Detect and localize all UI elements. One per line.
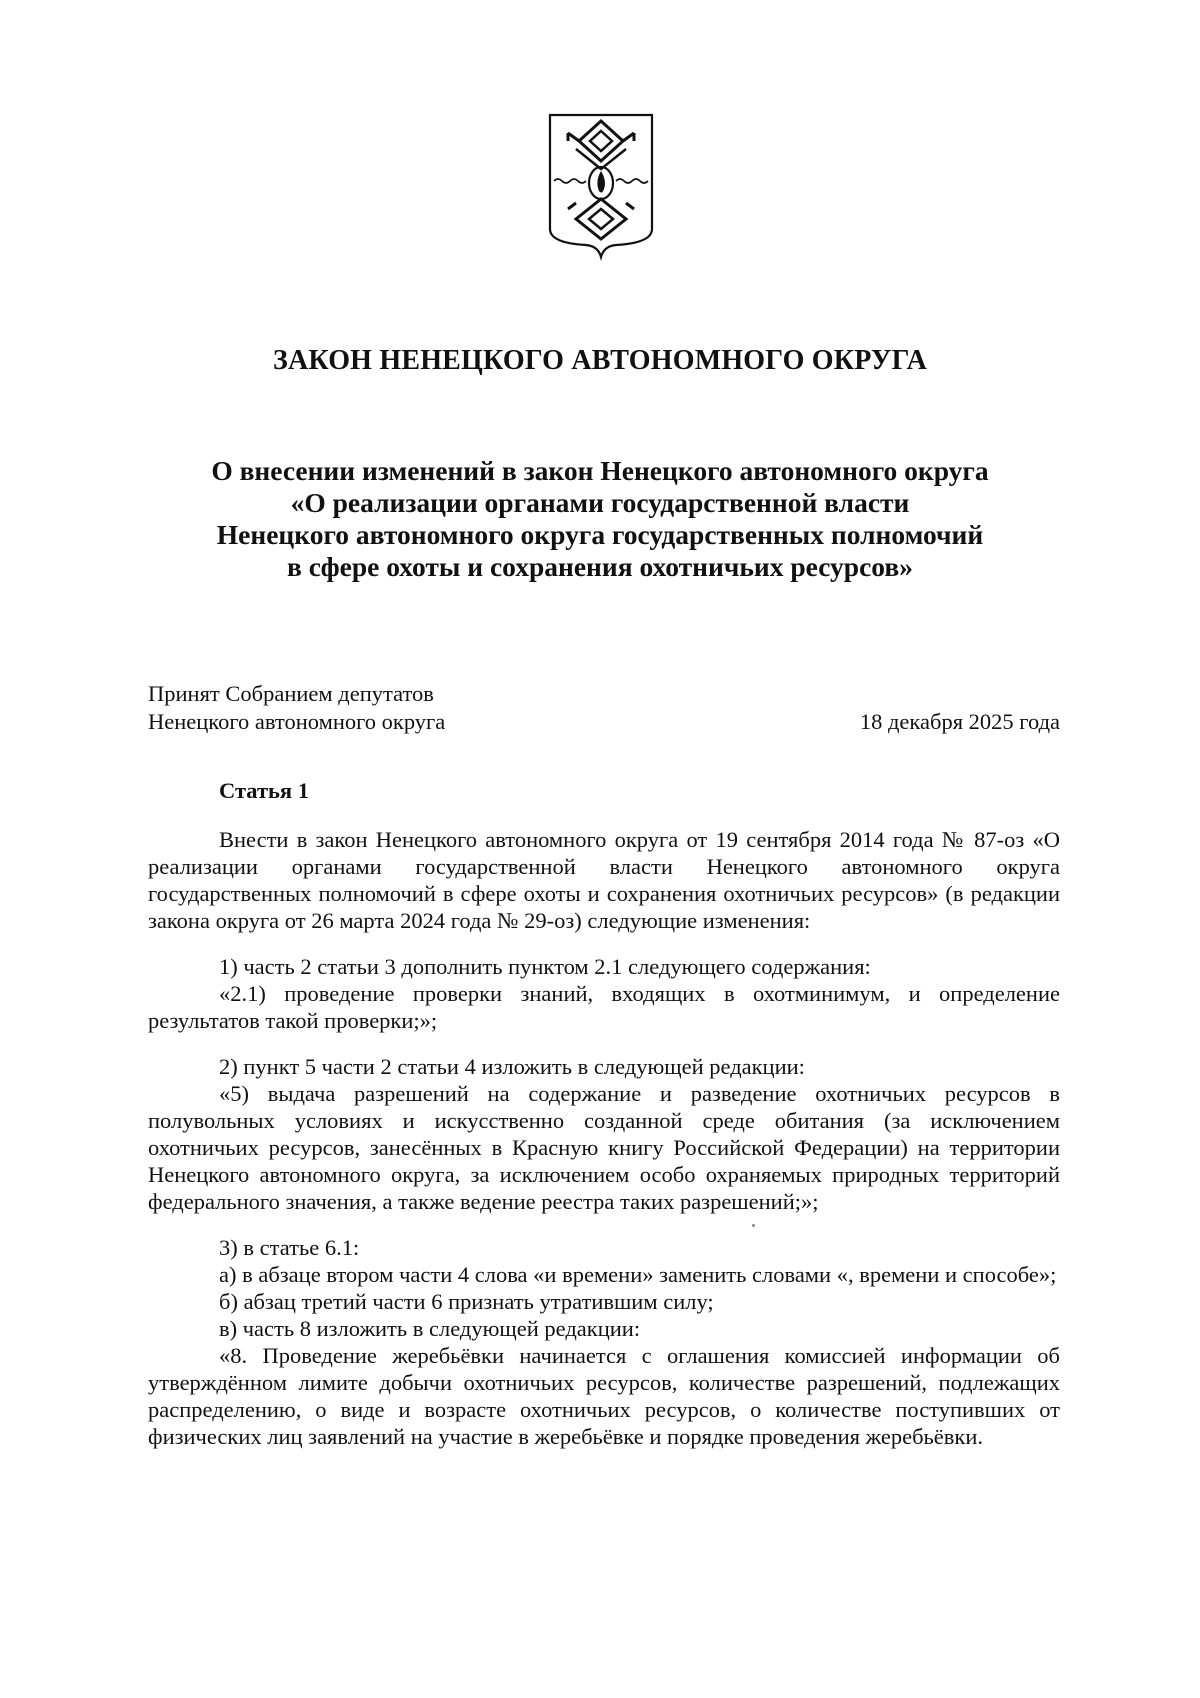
adoption-date: 18 декабря 2025 года — [859, 709, 1060, 734]
amendment-item-3b: б) абзац третий части 6 признать утратившим силу; — [219, 1289, 714, 1314]
adoption-line: Принят Собранием депутатов — [148, 681, 434, 706]
article-intro: Внести в закон Ненецкого автономного округа от 19 сентября 2014 года № 87-оз «О реализации органами государственной власти Ненецкого автономного округа государственных полномочий в сфере охоты и сохранения охотничьих ресурсов» (в редакции закона округа от 26 марта 2024 года № 29-оз) следующие изменения: — [148, 827, 1060, 933]
law-title: ЗАКОН НЕНЕЦКОГО АВТОНОМНОГО ОКРУГА — [272, 345, 927, 376]
amendment-item-3: 3) в статье 6.1: — [219, 1235, 360, 1260]
article-body — [148, 826, 1060, 1450]
subject-line: Ненецкого автономного округа государственных полномочий — [216, 519, 984, 550]
scan-speck — [752, 1224, 755, 1227]
adoption-block — [148, 680, 445, 736]
amendment-item-1-text: «2.1) проведение проверки знаний, входящих в охотминимум, и определение результатов такой проверки;»; — [148, 981, 1060, 1033]
amendment-item-3a: а) в абзаце втором части 4 слова «и времени» заменить словами «, времени и способе»; — [219, 1262, 1057, 1287]
amendment-item-3c-text: «8. Проведение жеребьёвки начинается с оглашения комиссией информации об утверждённом лимите добычи охотничьих ресурсов, количестве разрешений, подлежащих распределению, о виде и возрасте охотничьих ресурсов, о количестве поступивших от физических лиц заявлений на участие в жеребьёвке и порядке проведения жеребьёвки. — [148, 1343, 1060, 1449]
amendment-item-2-text: «5) выдача разрешений на содержание и разведение охотничьих ресурсов в полувольных условиях и искусственно созданной среде обитания (за исключением охотничьих ресурсов, занесённых в Красную книгу Российской Федерации) на территории Ненецкого автономного округа, за исключением особо охраняемых природных территорий федерального значения, а также ведение реестра таких разрешений;»; — [148, 1081, 1060, 1214]
amendment-item-1: 1) часть 2 статьи 3 дополнить пунктом 2.1 следующего содержания: — [219, 954, 871, 979]
subject-line: в сфере охоты и сохранения охотничьих ресурсов» — [287, 551, 913, 582]
subject-line: «О реализации органами государственной власти — [290, 487, 910, 518]
coat-of-arms-emblem — [546, 111, 656, 261]
adoption-line: Ненецкого автономного округа — [148, 709, 446, 734]
subject-line: О внесении изменений в закон Ненецкого автономного округа — [211, 455, 989, 486]
law-subject — [100, 455, 1100, 583]
amendment-item-2: 2) пункт 5 части 2 статьи 4 изложить в следующей редакции: — [219, 1054, 805, 1079]
article-heading: Статья 1 — [219, 778, 309, 803]
amendment-item-3c: в) часть 8 изложить в следующей редакции: — [219, 1316, 641, 1341]
